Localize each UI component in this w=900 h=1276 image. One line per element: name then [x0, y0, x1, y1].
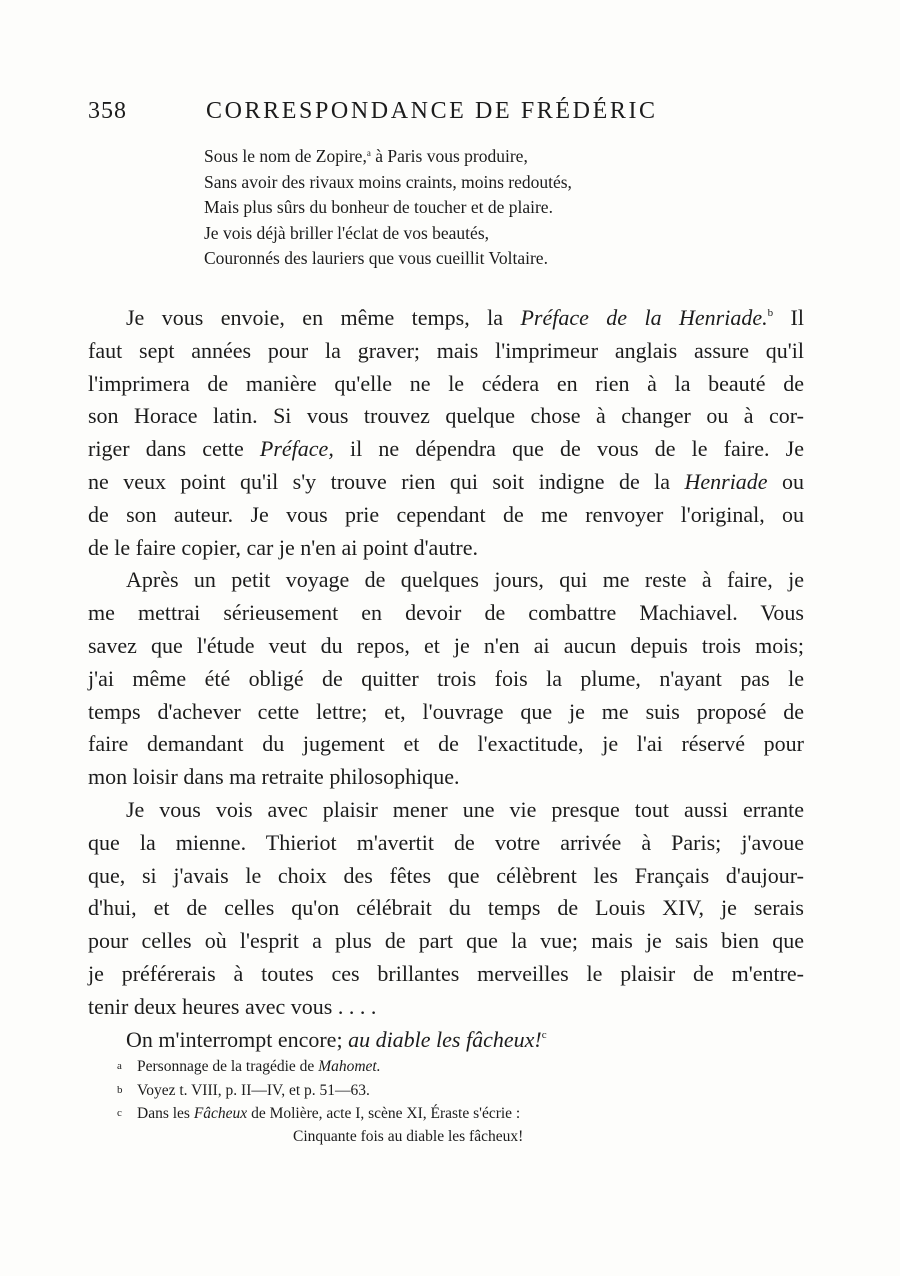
text-line: de le faire copier, car je n'en ai point d'autre.	[88, 534, 479, 560]
verse-line: Sans avoir des rivaux moins craints, moins redoutés,	[204, 171, 572, 192]
text-line: faut sept années pour la graver; mais l'imprimeur anglais assure qu'il	[88, 337, 804, 363]
verse-line: Mais plus sûrs du bonheur de toucher et de plaire.	[204, 197, 553, 217]
text-line: riger dans cette Préface, il ne dépendra que de vous de le faire. Je	[88, 436, 805, 462]
verse-line: Sous le nom de Zopire,$^a$ à Paris vous produire,	[204, 146, 528, 166]
running-head: CORRESPONDANCE DE FRÉDÉRIC	[206, 98, 658, 124]
text-line: Je vous envoie, en même temps, la Préface de la Henriade.$^b$ Il	[126, 305, 804, 330]
text-line: Je vous vois avec plaisir mener une vie presque tout aussi errante	[126, 796, 804, 822]
letter-body	[88, 302, 804, 1056]
text-line: ne veux point qu'il s'y trouve rien qui soit indigne de la Henriade ou	[88, 468, 805, 494]
paragraph	[88, 564, 804, 794]
footnote-a: a Personnage de la tragédie de Mahomet.	[117, 1055, 657, 1079]
footnote-c: c Dans les Fâcheux de Molière, acte I, scène XI, Éraste s'écrie :	[117, 1102, 657, 1126]
paragraph	[88, 302, 804, 564]
footnote-ref-a: a	[366, 148, 371, 158]
page-header	[88, 98, 668, 132]
text-line: son Horace latin. Si vous trouvez quelque chose à changer ou à cor-	[88, 403, 804, 429]
text-line: tenir deux heures avec vous . . . .	[88, 993, 377, 1019]
text-line: pour celles où l'esprit a plus de part que la vue; mais je sais bien que	[88, 928, 804, 954]
paragraph	[88, 794, 804, 1024]
text-line: j'ai même été obligé de quitter trois fois la plume, n'ayant pas le	[88, 665, 804, 691]
text-line: que, si j'avais le choix des fêtes que célèbrent les Français d'aujour-	[88, 862, 804, 888]
text-line: me mettrai sérieusement en devoir de combattre Machiavel. Vous	[88, 600, 804, 626]
text-line: temps d'achever cette lettre; et, l'ouvrage que je me suis proposé de	[88, 698, 804, 724]
footnote-b: b Voyez t. VIII, p. II—IV, et p. 51—63.	[117, 1079, 657, 1103]
text-line: l'imprimera de manière qu'elle ne le cédera en rien à la beauté de	[88, 370, 804, 396]
text-line: faire demandant du jugement et de l'exactitude, je l'ai réservé pour	[88, 731, 804, 757]
verse-block	[204, 144, 674, 272]
footnote-ref-b: b	[767, 307, 774, 319]
verse-line: Je vois déjà briller l'éclat de vos beautés,	[204, 222, 489, 243]
footnotes	[117, 1055, 657, 1148]
page-number: 358	[88, 98, 127, 124]
verse-line: Couronnés des lauriers que vous cueillit Voltaire.	[204, 248, 548, 268]
footnote-ref-c: c	[541, 1028, 547, 1041]
text-line: Après un petit voyage de quelques jours, qui me reste à faire, je	[126, 567, 804, 593]
text-line: je préférerais à toutes ces brillantes merveilles le plaisir de m'entre-	[88, 960, 804, 986]
footnote-mark: a	[117, 1060, 122, 1072]
text-line: de son auteur. Je vous prie cependant de me renvoyer l'original, ou	[88, 501, 804, 527]
footnote-mark: b	[117, 1083, 123, 1096]
text-line: d'hui, et de celles qu'on célébrait du temps de Louis XIV, je serais	[88, 895, 804, 921]
footnote-mark: c	[117, 1107, 122, 1119]
footnote-quote: Cinquante fois au diable les fâcheux!	[293, 1127, 524, 1145]
text-line: mon loisir dans ma retraite philosophique.	[88, 764, 460, 790]
text-line: On m'interrompt encore; au diable les fâcheux!$^c$	[126, 1026, 547, 1052]
text-line: que la mienne. Thieriot m'avertit de votre arrivée à Paris; j'avoue	[88, 829, 804, 855]
paragraph	[88, 1024, 804, 1057]
text-line: savez que l'étude veut du repos, et je n'en ai aucun depuis trois mois;	[88, 632, 804, 658]
